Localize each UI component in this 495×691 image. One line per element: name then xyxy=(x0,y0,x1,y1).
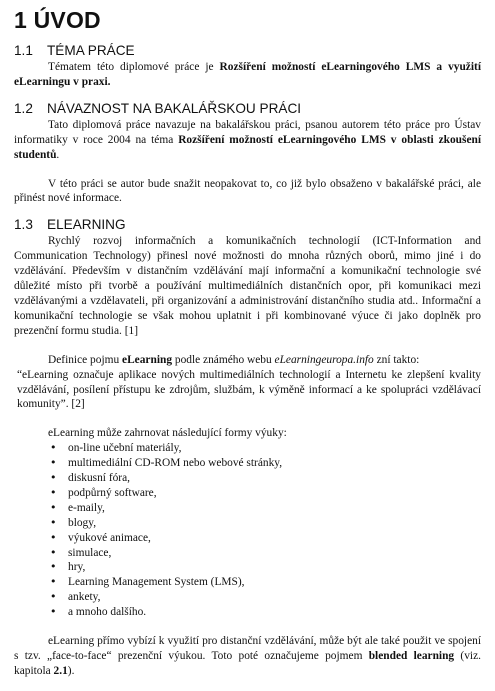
list-intro: eLearning může zahrnovat následující formy výuky: xyxy=(48,427,287,440)
continuity-paragraph xyxy=(14,118,481,163)
text-run: ). xyxy=(67,664,75,677)
bachelor-title-bold: Rozšíření možností eLearningového LMS v oblasti zkoušení studentů xyxy=(14,133,482,161)
section-title: NÁVAZNOST NA BAKALÁŘSKOU PRÁCI xyxy=(47,100,302,116)
forms-list xyxy=(14,441,481,620)
text-run: Tématem této diplomové práce je xyxy=(48,61,220,73)
ict-paragraph: Rychlý rozvoj informačních a komunikačních technologií (ICT-Information and Communication Technology) přinesl nové možnosti do mnoha různých oborů, mimo jiné i do vzdělávání. Především v distančním vzdělávání mají informační a komunikační technologie své důležité místo při tvorbě a používání multimediálních distančních opor, při komunikaci mezi vzdělávanými a vzdělavateli, při organizování a administrování distančního studia atd.. Informační a komunikační technologie se však mohou uplatnit i při kombinované výuce či jako doplněk pro prezenční formu studia. [1] xyxy=(14,235,481,337)
list-item: • výukové animace, xyxy=(50,531,481,546)
blended-learning-bold: blended learning xyxy=(368,650,455,662)
section-heading-1-2 xyxy=(14,100,481,118)
text-run: podle známého webu xyxy=(172,353,275,366)
section-heading-1-1 xyxy=(14,42,481,60)
text-run: . xyxy=(56,148,60,161)
section-number: 1.1 xyxy=(14,43,33,58)
list-item: • blogy, xyxy=(50,516,481,531)
section-number: 1.2 xyxy=(14,100,33,116)
list-item: • on-line učební materiály, xyxy=(50,441,481,456)
list-item: • podpůrný software, xyxy=(50,486,481,501)
section-number: 1.3 xyxy=(14,217,33,233)
term-bold: eLearning xyxy=(122,353,173,366)
chapter-ref-bold: 2.1 xyxy=(53,664,68,677)
chapter-number: 1 xyxy=(14,7,27,33)
text-run: Tato diplomová práce navazuje na bakalářskou práci, psanou autorem této práce pro Ústav informatiky v roce 2004 na téma xyxy=(14,118,481,146)
list-item: • diskusní fóra, xyxy=(50,471,481,486)
topic-paragraph xyxy=(14,60,481,90)
no-repeat-paragraph: V této práci se autor bude snažit neopakovat to, co již bylo obsaženo v bakalářské práci, ale přinést nové informace. xyxy=(14,177,481,205)
list-item: • Learning Management System (LMS), xyxy=(50,575,481,590)
list-item: • hry, xyxy=(50,560,481,575)
chapter-title: ÚVOD xyxy=(33,7,101,33)
list-item: • a mnoho dalšího. xyxy=(50,605,481,620)
section-title: ELEARNING xyxy=(47,217,126,233)
list-item: • simulace, xyxy=(50,546,481,561)
chapter-heading xyxy=(14,6,481,34)
text-run: (viz. kapitola xyxy=(14,650,481,677)
list-item: • multimediální CD-ROM nebo webové stránky, xyxy=(50,456,481,471)
section-title: TÉMA PRÁCE xyxy=(47,43,135,58)
blended-paragraph xyxy=(14,634,481,679)
thesis-title-bold: Rozšíření možností eLearningového LMS a využití eLearningu v praxi. xyxy=(14,61,481,88)
definition-paragraph xyxy=(14,353,481,368)
website-name: eLearningeuropa.info xyxy=(274,353,374,366)
text-run: eLearning přímo vybízí k využití pro distanční vzdělávání, může být ale také použit ve spojení s tzv. „face-to-face“ prezenční výukou. Toto poté označujeme pojmem xyxy=(14,635,481,662)
text-run: zní takto: xyxy=(373,353,420,366)
section-heading-1-3 xyxy=(14,216,481,234)
list-item: • ankety, xyxy=(50,590,481,605)
list-item: • e-maily, xyxy=(50,501,481,516)
text-run: Definice pojmu xyxy=(48,353,123,366)
definition-quote: “eLearning označuje aplikace nových multimediálních technologií a Internetu ke zlepšení kvality vzdělávání, posílení přístupu ke zdrojům, službám, k výměně informací a ke spolupráci vzdělávací komunity”. [2] xyxy=(17,368,481,411)
